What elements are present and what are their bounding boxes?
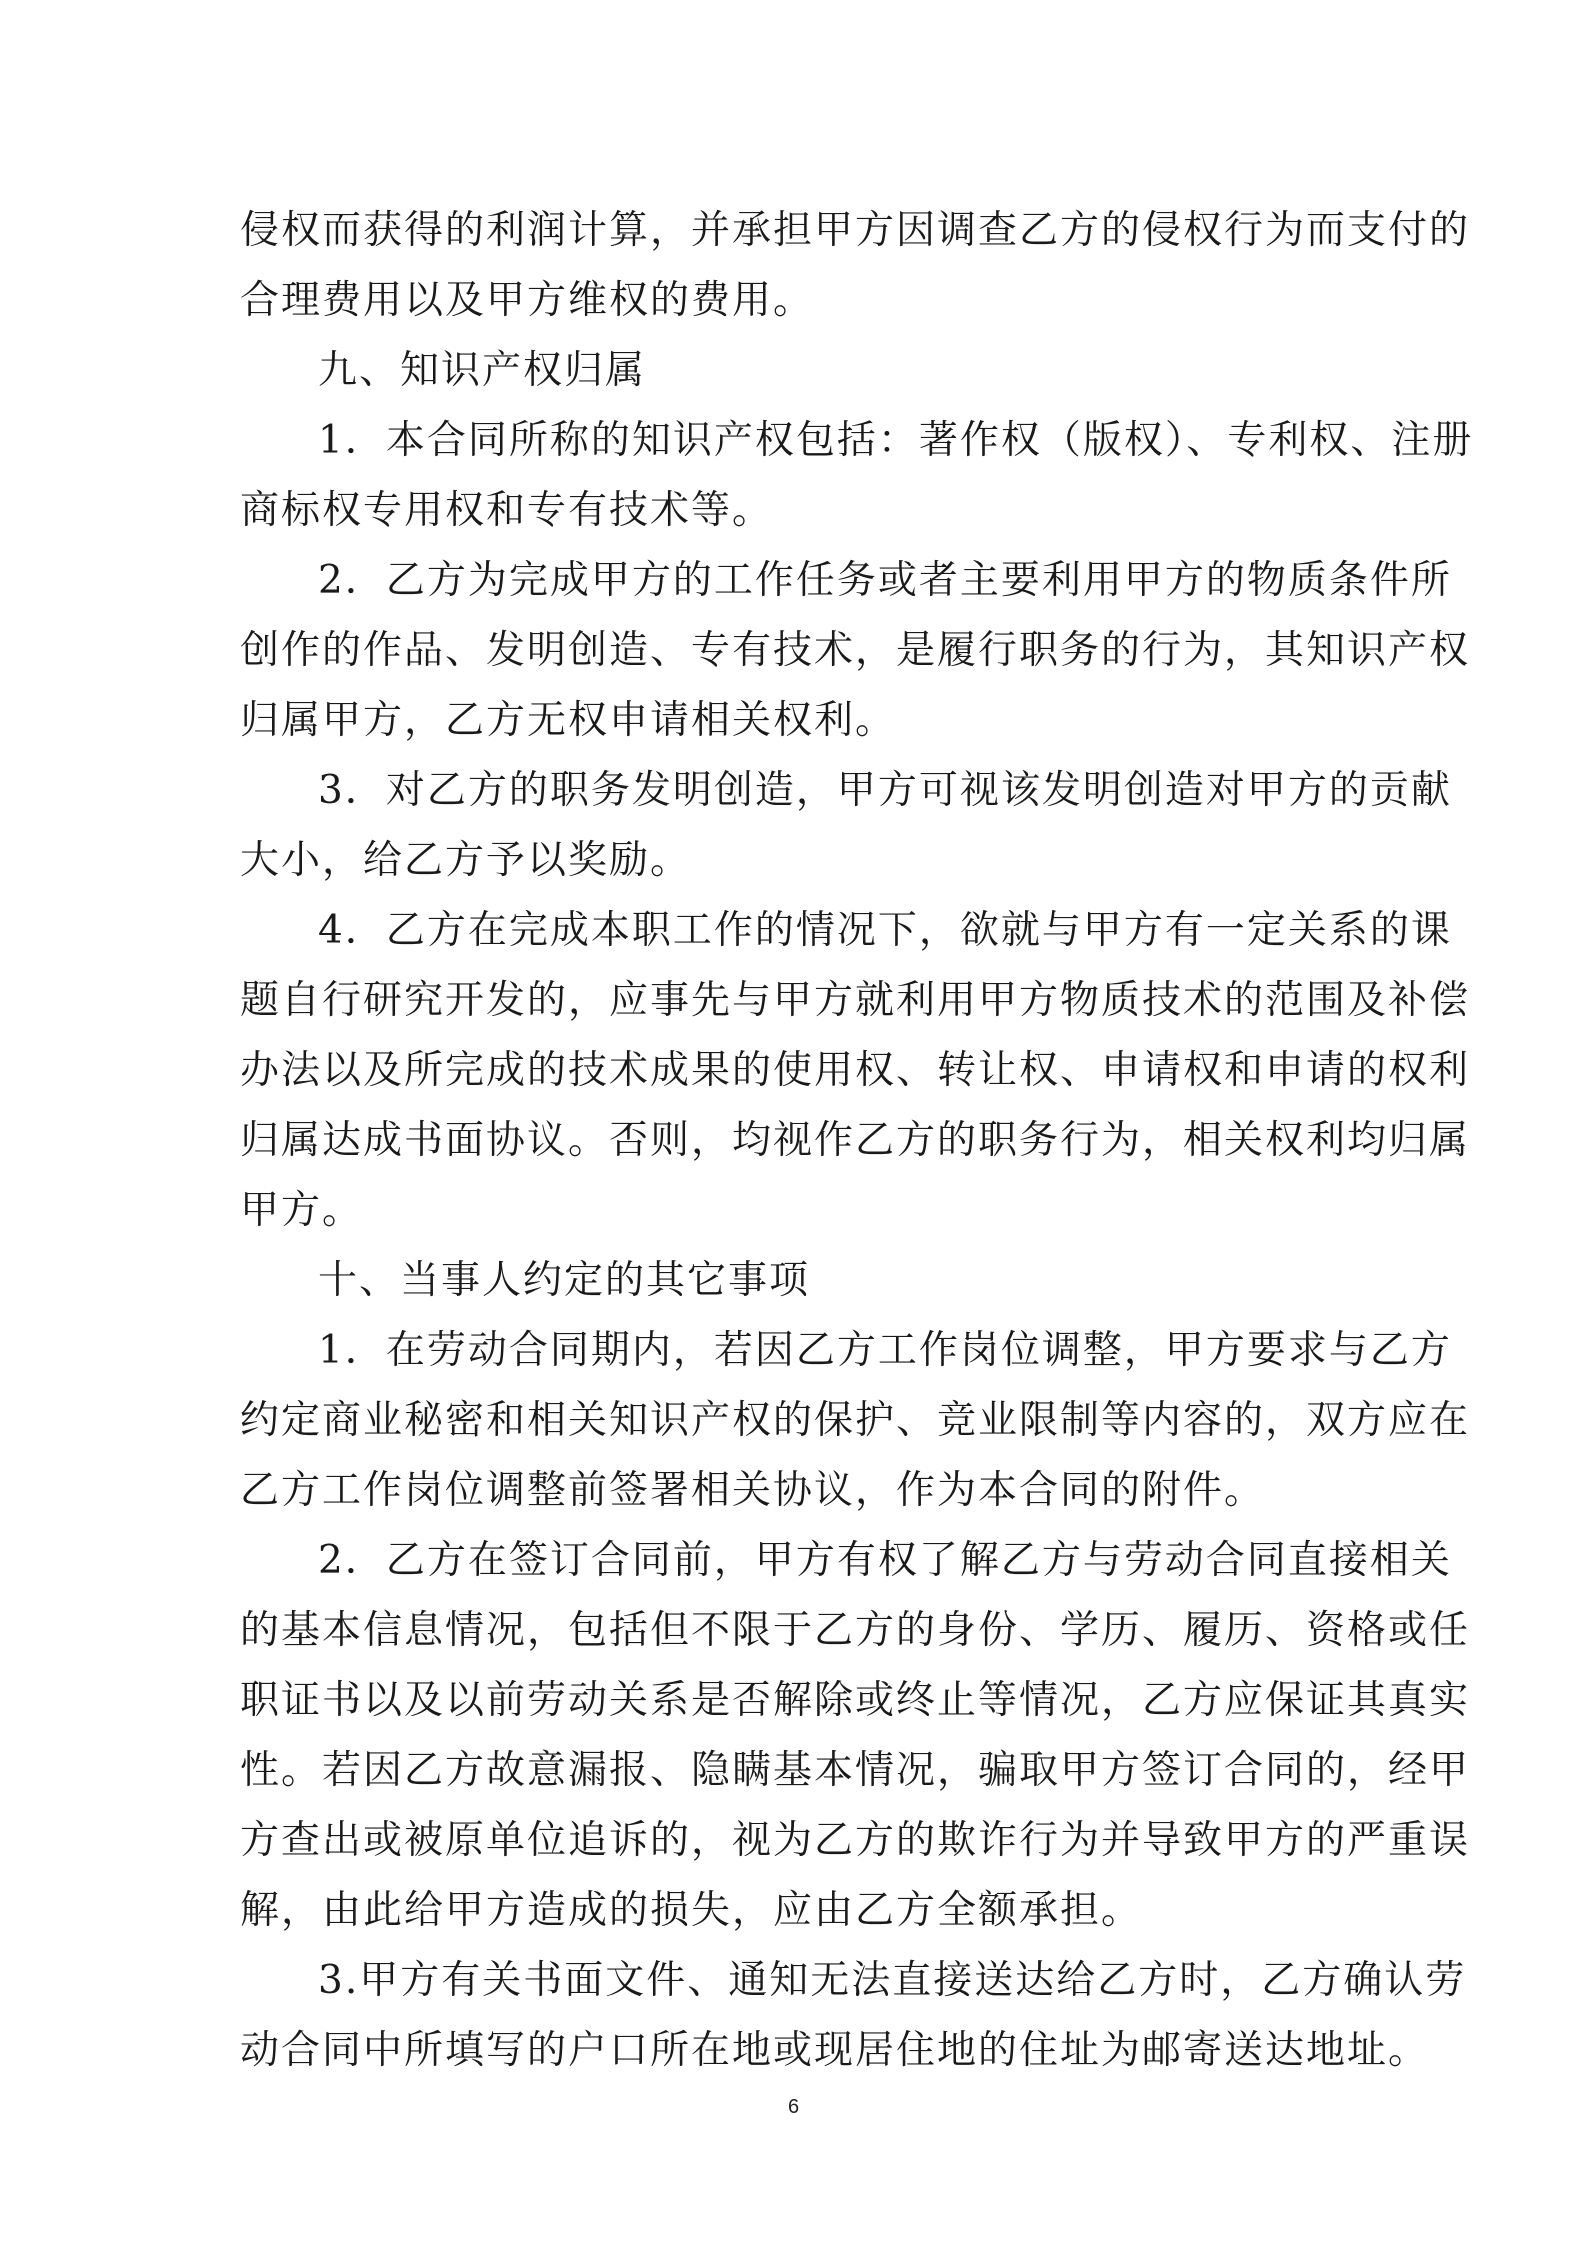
text-line: 1．本合同所称的知识产权包括：著作权（版权）、专利权、注册 (318, 418, 1474, 463)
text-line: 方查出或被原单位追诉的，视为乙方的欺诈行为并导致甲方的严重误 (240, 1818, 1471, 1863)
paragraph (240, 406, 1474, 546)
paragraph (240, 196, 1471, 336)
text-line: 创作的作品、发明创造、专有技术，是履行职务的行为，其知识产权 (240, 628, 1471, 673)
paragraph (240, 1316, 1471, 1526)
text-line: 办法以及所完成的技术成果的使用权、转让权、申请权和申请的权利 (240, 1048, 1471, 1093)
text-line: 乙方工作岗位调整前签署相关协议，作为本合同的附件。 (240, 1468, 1266, 1513)
paragraph (240, 756, 1452, 896)
page-number: 6 (787, 2096, 800, 2118)
text-line: 1．在劳动合同期内，若因乙方工作岗位调整，甲方要求与乙方 (318, 1328, 1452, 1373)
text-line: 甲方。 (240, 1188, 364, 1233)
text-line: 归属甲方，乙方无权申请相关权利。 (240, 698, 897, 743)
text-line: 解，由此给甲方造成的损失，应由乙方全额承担。 (240, 1888, 1143, 1933)
text-line: 题自行研究开发的，应事先与甲方就利用甲方物质技术的范围及补偿 (240, 978, 1471, 1023)
text-line: 大小，给乙方予以奖励。 (240, 838, 692, 883)
text-line: 十、当事人约定的其它事项 (318, 1258, 811, 1303)
paragraph (240, 546, 1471, 756)
text-line: 4．乙方在完成本职工作的情况下，欲就与甲方有一定关系的课 (318, 908, 1452, 953)
text-line: 2．乙方在签订合同前，甲方有权了解乙方与劳动合同直接相关 (318, 1538, 1452, 1583)
paragraph (240, 1526, 1471, 1946)
text-line: 侵权而获得的利润计算，并承担甲方因调查乙方的侵权行为而支付的 (240, 208, 1471, 253)
paragraph (240, 1946, 1467, 2086)
text-line: 3.甲方有关书面文件、通知无法直接送达给乙方时，乙方确认劳 (318, 1958, 1467, 2003)
section-heading (240, 1246, 1352, 1316)
text-line: 的基本信息情况，包括但不限于乙方的身份、学历、履历、资格或任 (240, 1608, 1471, 1653)
text-line: 动合同中所填写的户口所在地或现居住地的住址为邮寄送达地址。 (240, 2028, 1430, 2073)
text-line: 性。若因乙方故意漏报、隐瞒基本情况，骗取甲方签订合同的，经甲 (240, 1748, 1471, 1793)
document-body (240, 196, 1474, 2086)
paragraph (240, 896, 1471, 1246)
text-line: 九、知识产权归属 (318, 348, 647, 393)
text-line: 职证书以及以前劳动关系是否解除或终止等情况，乙方应保证其真实 (240, 1678, 1471, 1723)
text-line: 商标权专用权和专有技术等。 (240, 488, 774, 533)
text-line: 约定商业秘密和相关知识产权的保护、竞业限制等内容的，双方应在 (240, 1398, 1471, 1443)
text-line: 合理费用以及甲方维权的费用。 (240, 278, 815, 323)
section-heading (240, 336, 1352, 406)
text-line: 归属达成书面协议。否则，均视作乙方的职务行为，相关权利均归属 (240, 1118, 1471, 1163)
text-line: 2．乙方为完成甲方的工作任务或者主要利用甲方的物质条件所 (318, 558, 1452, 603)
text-line: 3．对乙方的职务发明创造，甲方可视该发明创造对甲方的贡献 (318, 768, 1452, 813)
